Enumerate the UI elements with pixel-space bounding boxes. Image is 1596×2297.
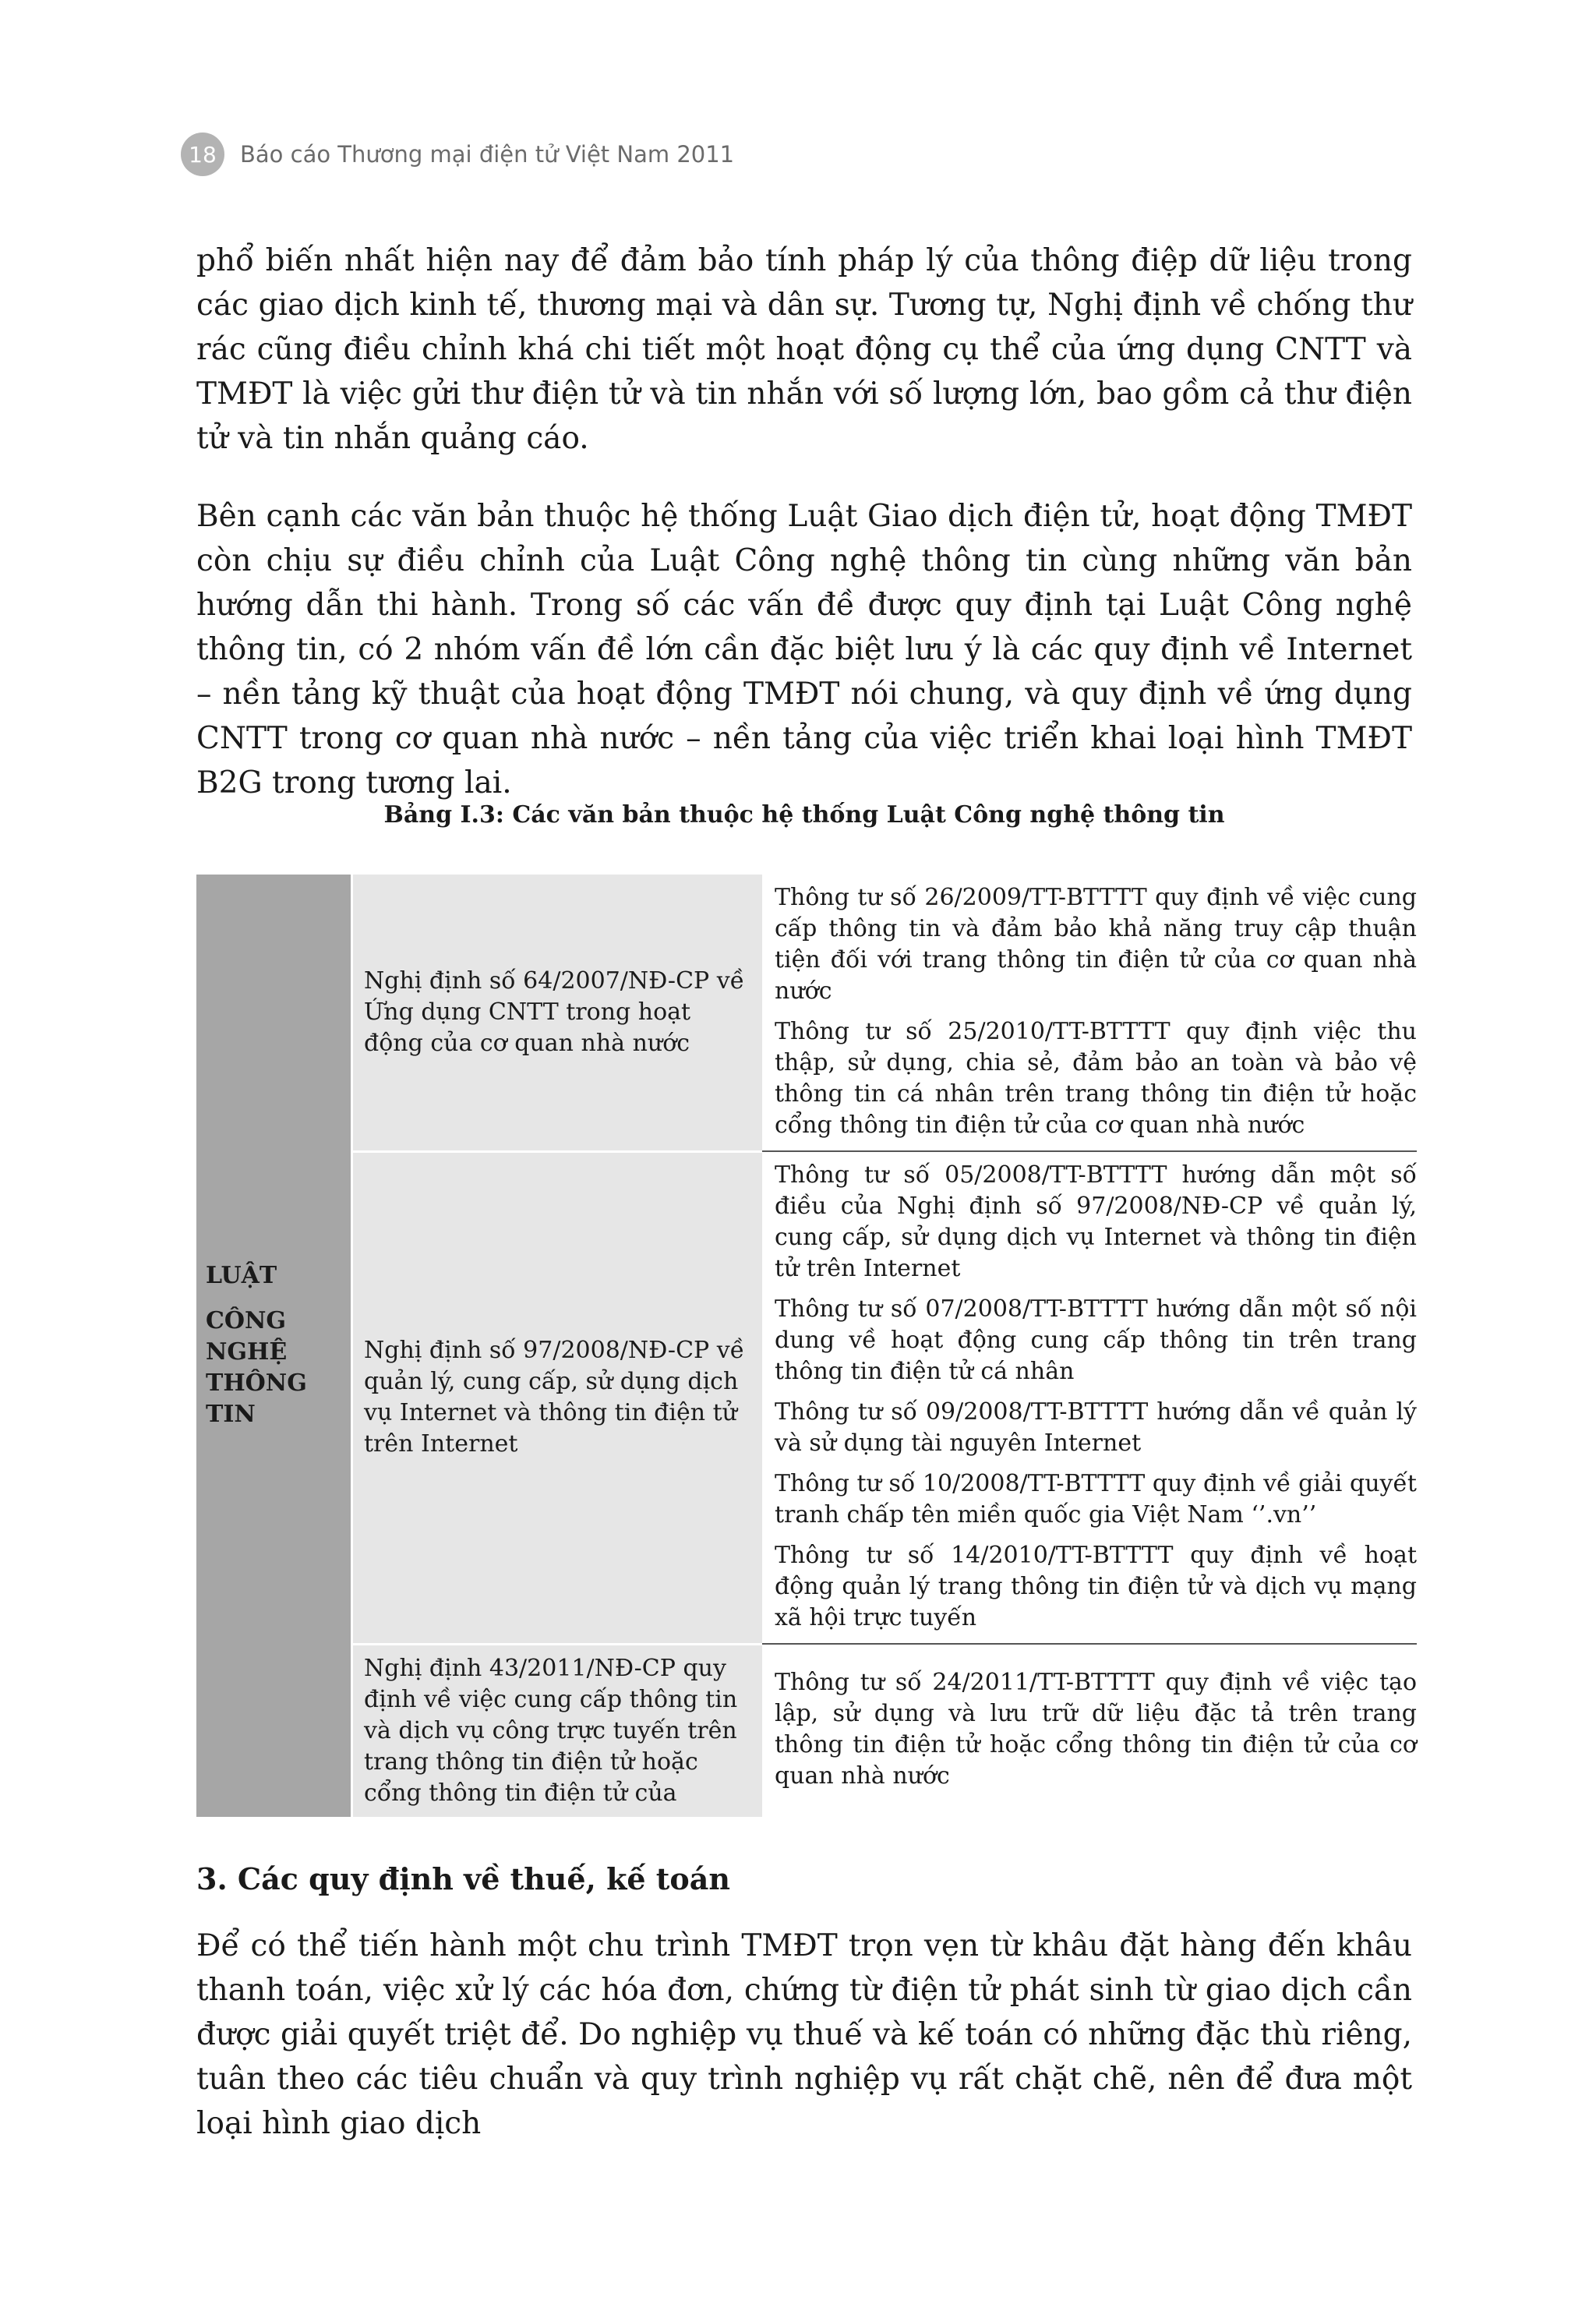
circular-item: Thông tư số 25/2010/TT-BTTTT quy định việc thu thập, sử dụng, chia sẻ, đảm bảo an toàn và bảo vệ thông tin cá nhân trên trang thông tin điện tử hoặc cổng thông tin điện tử của cơ quan nhà nước: [775, 1018, 1417, 1139]
decree-cell: Nghị định 43/2011/NĐ-CP quy định về việc cung cấp thông tin và dịch vụ công trực tuyến trên trang thông tin điện tử hoặc cổng thông tin điện tử của: [352, 1644, 763, 1817]
circular-item: Thông tư số 07/2008/TT-BTTTT hướng dẫn một số nội dung về hoạt động cung cấp thông tin trên trang thông tin điện tử cá nhân: [775, 1295, 1417, 1385]
page-header: [181, 133, 734, 176]
table-caption: Bảng I.3: Các văn bản thuộc hệ thống Luật Công nghệ thông tin: [383, 801, 1225, 829]
table-row: [196, 1644, 1417, 1817]
body-paragraph-2: Bên cạnh các văn bản thuộc hệ thống Luật Giao dịch điện tử, hoạt động TMĐT còn chịu sự điều chỉnh của Luật Công nghệ thông tin cùng những văn bản hướng dẫn thi hành. Trong số các vấn đề được quy định tại Luật Công nghệ thông tin, có 2 nhóm vấn đề lớn cần đặc biệt lưu ý là các quy định về Internet – nền tảng kỹ thuật của hoạt động TMĐT nói chung, và quy định về ứng dụng CNTT trong cơ quan nhà nước – nền tảng của việc triển khai loại hình TMĐT B2G trong tương lai.: [196, 499, 1412, 800]
circular-item: Thông tư số 24/2011/TT-BTTTT quy định về việc tạo lập, sử dụng và lưu trữ dữ liệu đặc tả trên trang thông tin điện tử hoặc cổng thông tin điện tử của cơ quan nhà nước: [775, 1669, 1417, 1790]
circular-item: Thông tư số 09/2008/TT-BTTTT hướng dẫn về quản lý và sử dụng tài nguyên Internet: [775, 1398, 1417, 1457]
body-paragraph-3: Để có thể tiến hành một chu trình TMĐT trọn vẹn từ khâu đặt hàng đến khâu thanh toán, việc xử lý các hóa đơn, chứng từ điện tử phát sinh từ giao dịch cần được giải quyết triệt để. Do nghiệp vụ thuế và kế toán có những đặc thù riêng, tuân theo các tiêu chuẩn và quy trình nghiệp vụ rất chặt chẽ, nên để đưa một loại hình giao dịch: [196, 1928, 1412, 2141]
law-name-line: CÔNG: [206, 1307, 287, 1335]
section-heading: 3. Các quy định về thuế, kế toán: [196, 1861, 730, 1896]
circular-item: Thông tư số 14/2010/TT-BTTTT quy định về hoạt động quản lý trang thông tin điện tử và dịch vụ mạng xã hội trực tuyến: [775, 1542, 1417, 1631]
law-name-line: THÔNG: [206, 1369, 307, 1398]
table-row: [196, 875, 1417, 1151]
circulars-cell: [762, 1644, 1417, 1817]
circular-item: Thông tư số 05/2008/TT-BTTTT hướng dẫn một số điều của Nghị định số 97/2008/NĐ-CP về quản lý, cung cấp, sử dụng dịch vụ Internet và thông tin điện tử trên Internet: [775, 1161, 1417, 1282]
decree-cell: Nghị định số 64/2007/NĐ-CP về Ứng dụng CNTT trong hoạt động của cơ quan nhà nước: [352, 875, 763, 1151]
law-name-cell: [196, 875, 352, 1817]
page-number: 18: [181, 133, 224, 176]
circular-item: Thông tư số 26/2009/TT-BTTTT quy định về việc cung cấp thông tin và đảm bảo khả năng truy cập thuận tiện đối với trang thông tin điện tử của cơ quan nhà nước: [775, 884, 1417, 1005]
running-title: Báo cáo Thương mại điện tử Việt Nam 2011: [240, 141, 735, 168]
circulars-cell: [762, 1151, 1417, 1644]
circular-item: Thông tư số 10/2008/TT-BTTTT quy định về giải quyết tranh chấp tên miền quốc gia Việt Nam ‘’.vn’’: [775, 1470, 1417, 1528]
table-row: [196, 1151, 1417, 1644]
law-name-line: NGHỆ: [206, 1338, 288, 1366]
law-name-line: LUẬT: [206, 1262, 277, 1290]
law-documents-table: [196, 875, 1417, 1817]
body-paragraph-1: phổ biến nhất hiện nay để đảm bảo tính pháp lý của thông điệp dữ liệu trong các giao dịch kinh tế, thương mại và dân sự. Tương tự, Nghị định về chống thư rác cũng điều chỉnh khá chi tiết một hoạt động cụ thể của ứng dụng CNTT và TMĐT là việc gửi thư điện tử và tin nhắn với số lượng lớn, bao gồm cả thư điện tử và tin nhắn quảng cáo.: [196, 243, 1412, 456]
circulars-cell: [762, 875, 1417, 1151]
decree-cell: Nghị định số 97/2008/NĐ-CP về quản lý, cung cấp, sử dụng dịch vụ Internet và thông tin điện tử trên Internet: [352, 1151, 763, 1644]
law-name-line: TIN: [206, 1401, 256, 1429]
